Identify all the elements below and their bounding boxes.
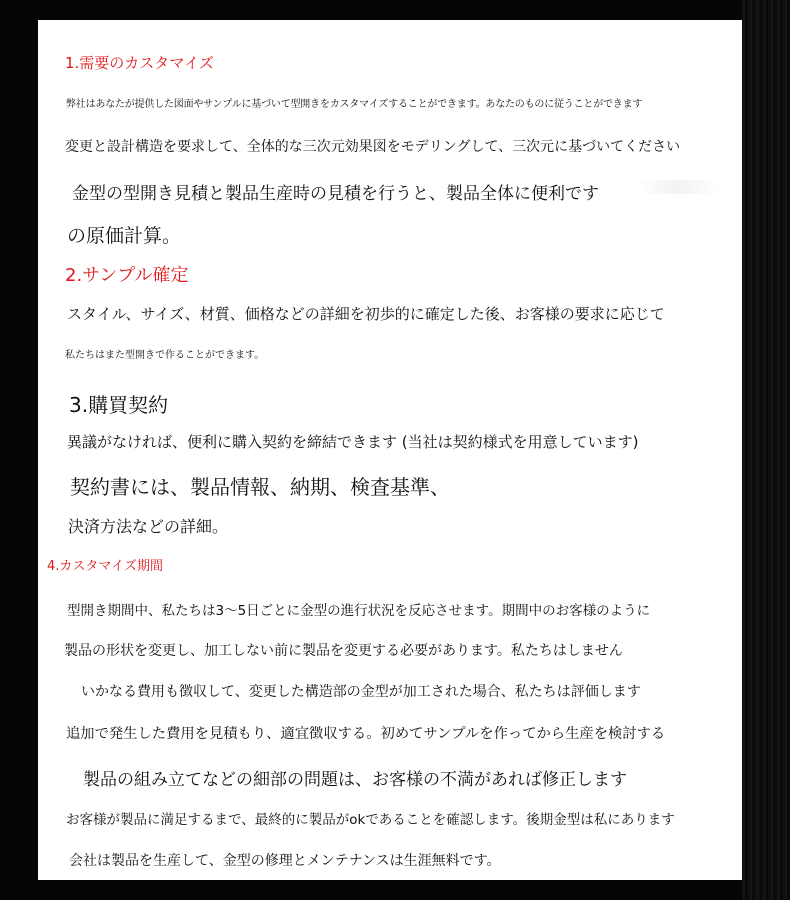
section-2-line-2: 私たちはまた型開きで作ることができます。: [65, 350, 265, 361]
section-4-line-4: 追加で発生した費用を見積もり、適宜徴収する。初めてサンプルを作ってから生産を検討する: [66, 726, 666, 742]
section-4-line-2: 製品の形状を変更し、加工しない前に製品を変更する必要があります。私たちはしません: [64, 643, 623, 659]
section-1-heading: 1.需要のカスタマイズ: [65, 54, 214, 72]
section-2-line-1: スタイル、サイズ、材質、価格などの詳細を初歩的に確定した後、お客様の要求に応じて: [67, 305, 665, 323]
section-4-line-5: 製品の組み立てなどの細部の問題は、お客様の不満があれば修正します: [83, 770, 627, 790]
section-4-line-3: いかなる費用も徴収して、変更した構造部の金型が加工された場合、私たちは評価します: [81, 684, 641, 700]
section-2-heading: 2.サンプル確定: [65, 265, 189, 286]
section-4-line-1: 型開き期間中、私たちは3～5日ごとに金型の進行状況を反応させます。期間中のお客様のように: [67, 603, 651, 619]
section-4-heading: 4.カスタマイズ期間: [47, 559, 164, 574]
section-1-line-1: 弊社はあなたが提供した図面やサンプルに基づいて型開きをカスタマイズすることができます。あなたのものに従うことができます: [66, 99, 643, 110]
section-3-line-1: 異議がなければ、便利に購入契約を締結できます (当社は契約様式を用意しています): [67, 433, 639, 451]
section-3-line-3: 決済方法などの詳細。: [68, 517, 229, 536]
section-4-line-7: 会社は製品を生産して、金型の修理とメンテナンスは生涯無料です。: [69, 853, 501, 869]
section-1-line-3: 金型の型開き見積と製品生産時の見積を行うと、製品全体に便利です: [72, 184, 599, 204]
document-page: [38, 20, 742, 880]
section-3-heading: 3.購買契約: [69, 393, 169, 417]
section-1-line-4: の原価計算。: [67, 225, 182, 247]
section-1-line-2: 変更と設計構造を要求して、全体的な三次元効果図をモデリングして、三次元に基づいてください: [65, 139, 681, 155]
section-4-line-6: お客様が製品に満足するまで、最終的に製品がokであることを確認します。後期金型は私にあります: [66, 812, 675, 828]
scan-smudge: [638, 180, 718, 194]
section-3-line-2: 契約書には、製品情報、納期、検査基準、: [70, 475, 450, 499]
